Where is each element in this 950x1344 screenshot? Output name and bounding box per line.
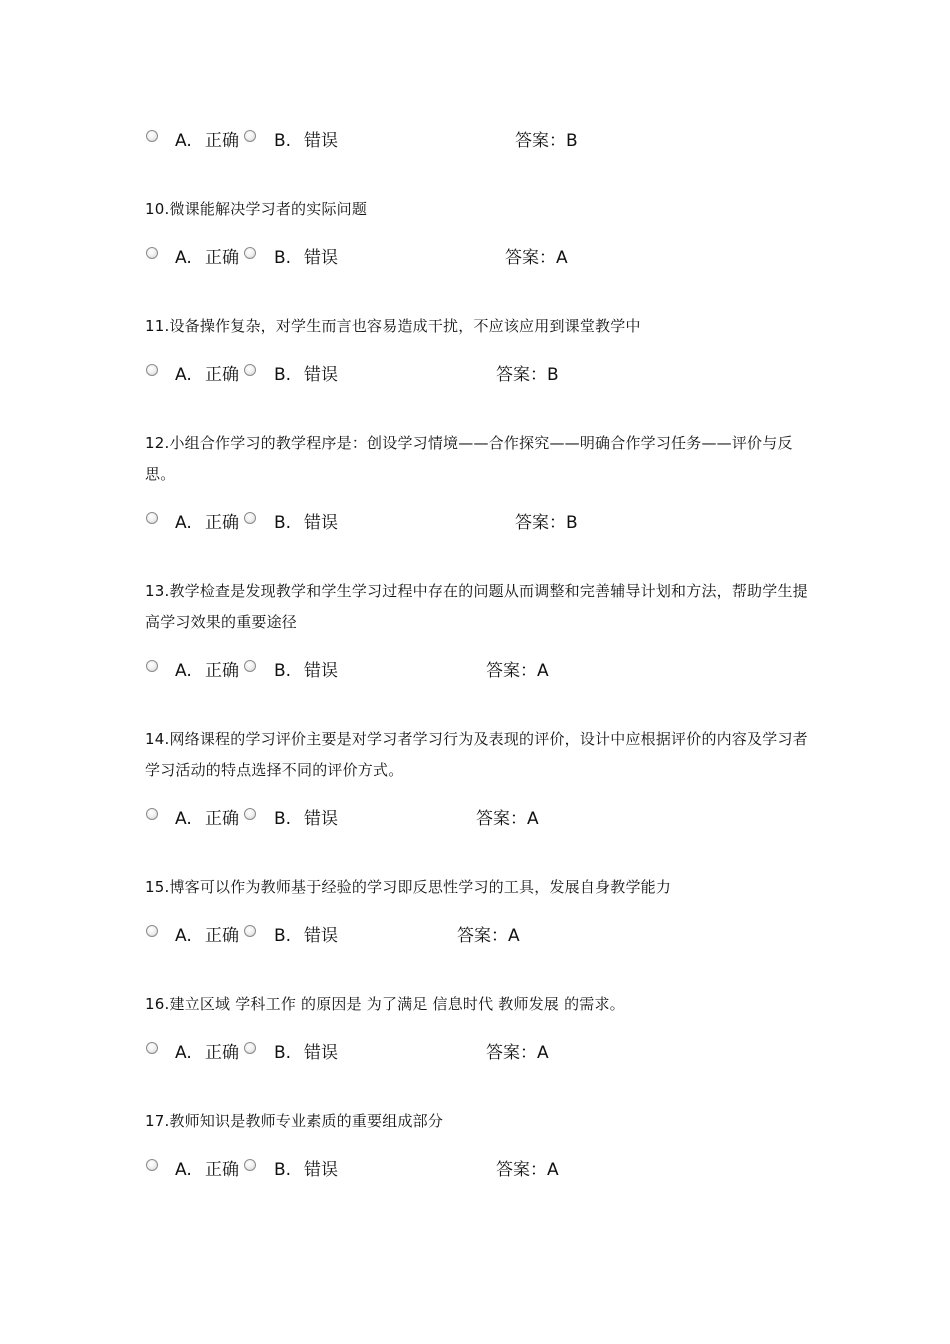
option-a-letter: A.: [175, 809, 192, 829]
option-b-label: 错误: [304, 1043, 338, 1063]
option-a-label: 正确: [205, 661, 239, 681]
option-row: [144, 804, 844, 834]
radio-option-a[interactable]: [146, 130, 158, 142]
option-b-label: 错误: [304, 248, 338, 268]
option-a-label: 正确: [205, 248, 239, 268]
option-a-label: 正确: [205, 926, 239, 946]
option-a-label: 正确: [205, 809, 239, 829]
radio-option-a[interactable]: [146, 925, 158, 937]
answer-text: 答案：A: [505, 248, 568, 268]
answer-text: 答案：B: [515, 513, 578, 533]
radio-option-b[interactable]: [244, 1042, 256, 1054]
radio-option-b[interactable]: [244, 808, 256, 820]
answer-text: 答案：A: [476, 809, 539, 829]
option-row: [144, 656, 844, 686]
option-row: [144, 360, 844, 390]
answer-text: 答案：A: [486, 661, 549, 681]
option-a-letter: A.: [175, 1043, 192, 1063]
radio-option-b[interactable]: [244, 364, 256, 376]
option-b-label: 错误: [304, 926, 338, 946]
answer-text: 答案：A: [486, 1043, 549, 1063]
option-a-letter: A.: [175, 1160, 192, 1180]
question-text: 16.建立区域 学科工作 的原因是 为了满足 信息时代 教师发展 的需求。: [145, 995, 625, 1013]
radio-option-b[interactable]: [244, 1159, 256, 1171]
radio-option-b[interactable]: [244, 247, 256, 259]
option-row: [144, 1155, 844, 1185]
option-a-letter: A.: [175, 131, 192, 151]
option-b-label: 错误: [304, 661, 338, 681]
option-row: [144, 1038, 844, 1068]
answer-text: 答案：A: [496, 1160, 559, 1180]
option-b-letter: B.: [274, 513, 292, 533]
option-a-letter: A.: [175, 926, 192, 946]
option-b-label: 错误: [304, 1160, 338, 1180]
option-a-label: 正确: [205, 513, 239, 533]
radio-option-a[interactable]: [146, 247, 158, 259]
option-a-letter: A.: [175, 248, 192, 268]
option-a-letter: A.: [175, 365, 192, 385]
option-row: [144, 243, 844, 273]
question-text: 12.小组合作学习的教学程序是：创设学习情境——合作探究——明确合作学习任务——评价与反思。: [145, 434, 793, 483]
radio-option-a[interactable]: [146, 660, 158, 672]
answer-text: 答案：B: [515, 131, 578, 151]
option-b-letter: B.: [274, 1160, 292, 1180]
option-a-label: 正确: [205, 1160, 239, 1180]
question-text: 11.设备操作复杂，对学生而言也容易造成干扰，不应该应用到课堂教学中: [145, 317, 641, 335]
option-b-label: 错误: [304, 809, 338, 829]
option-b-letter: B.: [274, 248, 292, 268]
option-a-letter: A.: [175, 513, 192, 533]
answer-text: 答案：A: [457, 926, 520, 946]
option-b-letter: B.: [274, 131, 292, 151]
radio-option-a[interactable]: [146, 364, 158, 376]
radio-option-a[interactable]: [146, 512, 158, 524]
question-text: 10.微课能解决学习者的实际问题: [145, 200, 368, 218]
option-row: [144, 508, 844, 538]
option-b-letter: B.: [274, 1043, 292, 1063]
option-b-label: 错误: [304, 513, 338, 533]
question-text: 14.网络课程的学习评价主要是对学习者学习行为及表现的评价，设计中应根据评价的内容及学习者学习活动的特点选择不同的评价方式。: [145, 730, 808, 779]
radio-option-b[interactable]: [244, 130, 256, 142]
question-text: 17.教师知识是教师专业素质的重要组成部分: [145, 1112, 444, 1130]
radio-option-a[interactable]: [146, 1042, 158, 1054]
option-b-letter: B.: [274, 365, 292, 385]
radio-option-b[interactable]: [244, 925, 256, 937]
radio-option-a[interactable]: [146, 808, 158, 820]
option-a-label: 正确: [205, 1043, 239, 1063]
radio-option-b[interactable]: [244, 660, 256, 672]
option-b-letter: B.: [274, 926, 292, 946]
option-b-letter: B.: [274, 661, 292, 681]
answer-text: 答案：B: [496, 365, 559, 385]
radio-option-b[interactable]: [244, 512, 256, 524]
option-row: [144, 126, 844, 156]
question-text: 15.博客可以作为教师基于经验的学习即反思性学习的工具，发展自身教学能力: [145, 878, 672, 896]
option-a-letter: A.: [175, 661, 192, 681]
option-b-label: 错误: [304, 365, 338, 385]
question-text: 13.教学检查是发现教学和学生学习过程中存在的问题从而调整和完善辅导计划和方法，帮助学生提高学习效果的重要途径: [145, 582, 808, 631]
radio-option-a[interactable]: [146, 1159, 158, 1171]
option-a-label: 正确: [205, 365, 239, 385]
option-row: [144, 921, 844, 951]
option-b-letter: B.: [274, 809, 292, 829]
option-a-label: 正确: [205, 131, 239, 151]
option-b-label: 错误: [304, 131, 338, 151]
